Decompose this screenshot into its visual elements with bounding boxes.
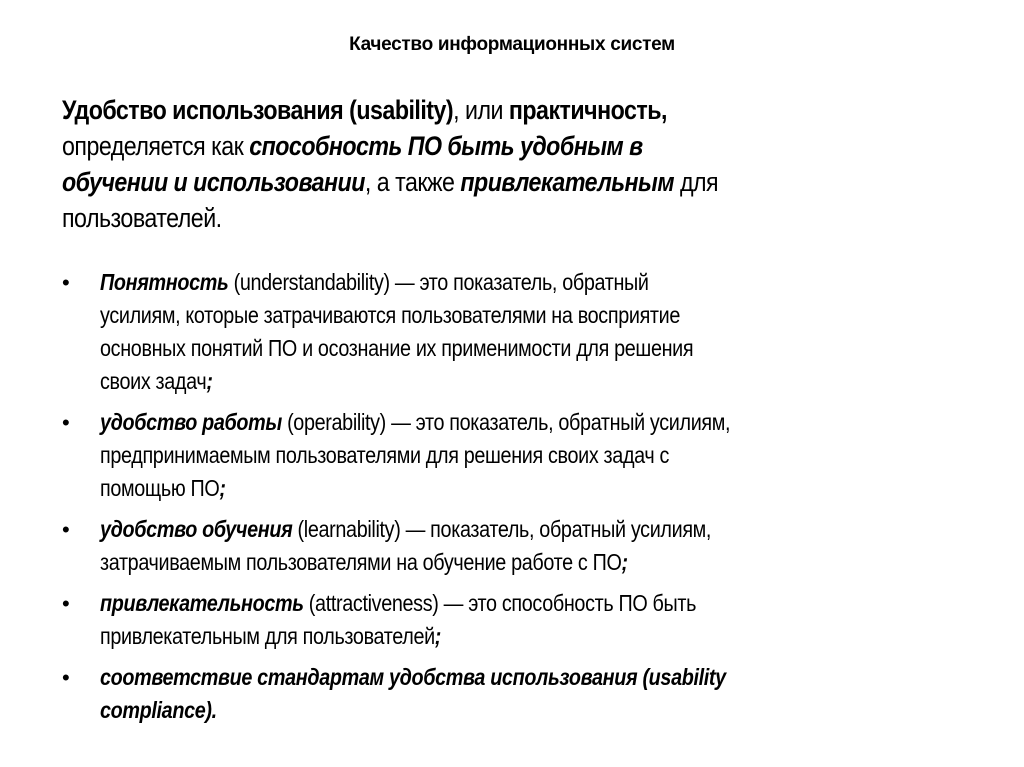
intro-text: для	[674, 167, 719, 197]
bullet-line: усилиям, которые затрачиваются пользователями на восприятие	[100, 302, 681, 328]
bullet-line	[100, 472, 927, 505]
bullet-term: compliance).	[100, 697, 217, 723]
intro-line	[62, 128, 836, 164]
bullet-marker: •	[62, 665, 70, 690]
bullet-line	[100, 266, 927, 299]
bullet-text	[100, 266, 927, 398]
bullet-marker: •	[62, 517, 70, 542]
intro-line	[62, 164, 836, 200]
bullet-attractiveness	[62, 587, 1024, 653]
intro-term: Удобство использования (usability)	[62, 95, 454, 125]
bullet-line: предпринимаемым пользователями для решения своих задач с	[100, 442, 670, 468]
bullet-term: удобство работы	[100, 409, 282, 435]
bullet-line	[100, 546, 927, 579]
bullet-marker: •	[62, 591, 70, 616]
bullet-text	[100, 661, 927, 727]
bullet-operability	[62, 406, 1024, 505]
intro-emphasis: привлекательным	[460, 167, 675, 197]
bullet-line	[100, 620, 927, 653]
intro-line	[62, 200, 836, 236]
bullet-learnability	[62, 513, 1024, 579]
bullet-desc: (operability) — это показатель, обратный усилиям,	[281, 409, 731, 435]
bullet-desc: (understandability) — это показатель, обратный	[228, 269, 649, 295]
bullet-desc: помощью ПО	[100, 475, 220, 501]
bullet-understandability	[62, 266, 1024, 398]
bullet-text	[100, 406, 927, 505]
intro-text: , а также	[364, 167, 461, 197]
bullet-line	[100, 365, 927, 398]
bullet-end: ;	[434, 623, 442, 649]
slide-title: Качество информационных систем	[349, 34, 675, 55]
bullet-desc: (learnability) — показатель, обратный усилиям,	[292, 516, 712, 542]
intro-text: , или	[453, 95, 509, 125]
bullet-desc: своих задач	[100, 368, 207, 394]
bullet-line: основных понятий ПО и осознание их применимости для решения	[100, 335, 694, 361]
bullet-line	[100, 587, 927, 620]
bullet-marker: •	[62, 410, 70, 435]
intro-text: пользователей.	[62, 203, 222, 233]
bullet-desc: (attractiveness) — это способность ПО быть	[303, 590, 697, 616]
bullet-line	[100, 406, 927, 439]
intro-text: определяется как	[62, 131, 250, 161]
bullet-term: соответствие стандартам удобства использования (usability	[100, 664, 726, 690]
bullet-term: удобство обучения	[100, 516, 293, 542]
bullet-term: привлекательность	[100, 590, 304, 616]
bullet-term: Понятность	[100, 269, 229, 295]
bullet-end: ;	[219, 475, 226, 501]
bullet-text	[100, 587, 927, 653]
intro-line	[62, 92, 836, 128]
bullet-marker: •	[62, 270, 70, 295]
bullet-line	[100, 513, 927, 546]
intro-paragraph	[62, 92, 836, 236]
bullet-desc: затрачиваемым пользователями на обучение работе с ПО	[100, 549, 622, 575]
bullet-end: ;	[206, 368, 213, 394]
intro-emphasis: способность ПО быть удобным в	[249, 131, 643, 161]
bullet-list	[62, 266, 1024, 735]
intro-emphasis: обучении и использовании	[62, 167, 365, 197]
bullet-usability-compliance	[62, 661, 1024, 727]
bullet-text	[100, 513, 927, 579]
bullet-end: ;	[621, 549, 628, 575]
bullet-desc: привлекательным для пользователей	[100, 623, 435, 649]
intro-alt-term: практичность,	[508, 95, 667, 125]
